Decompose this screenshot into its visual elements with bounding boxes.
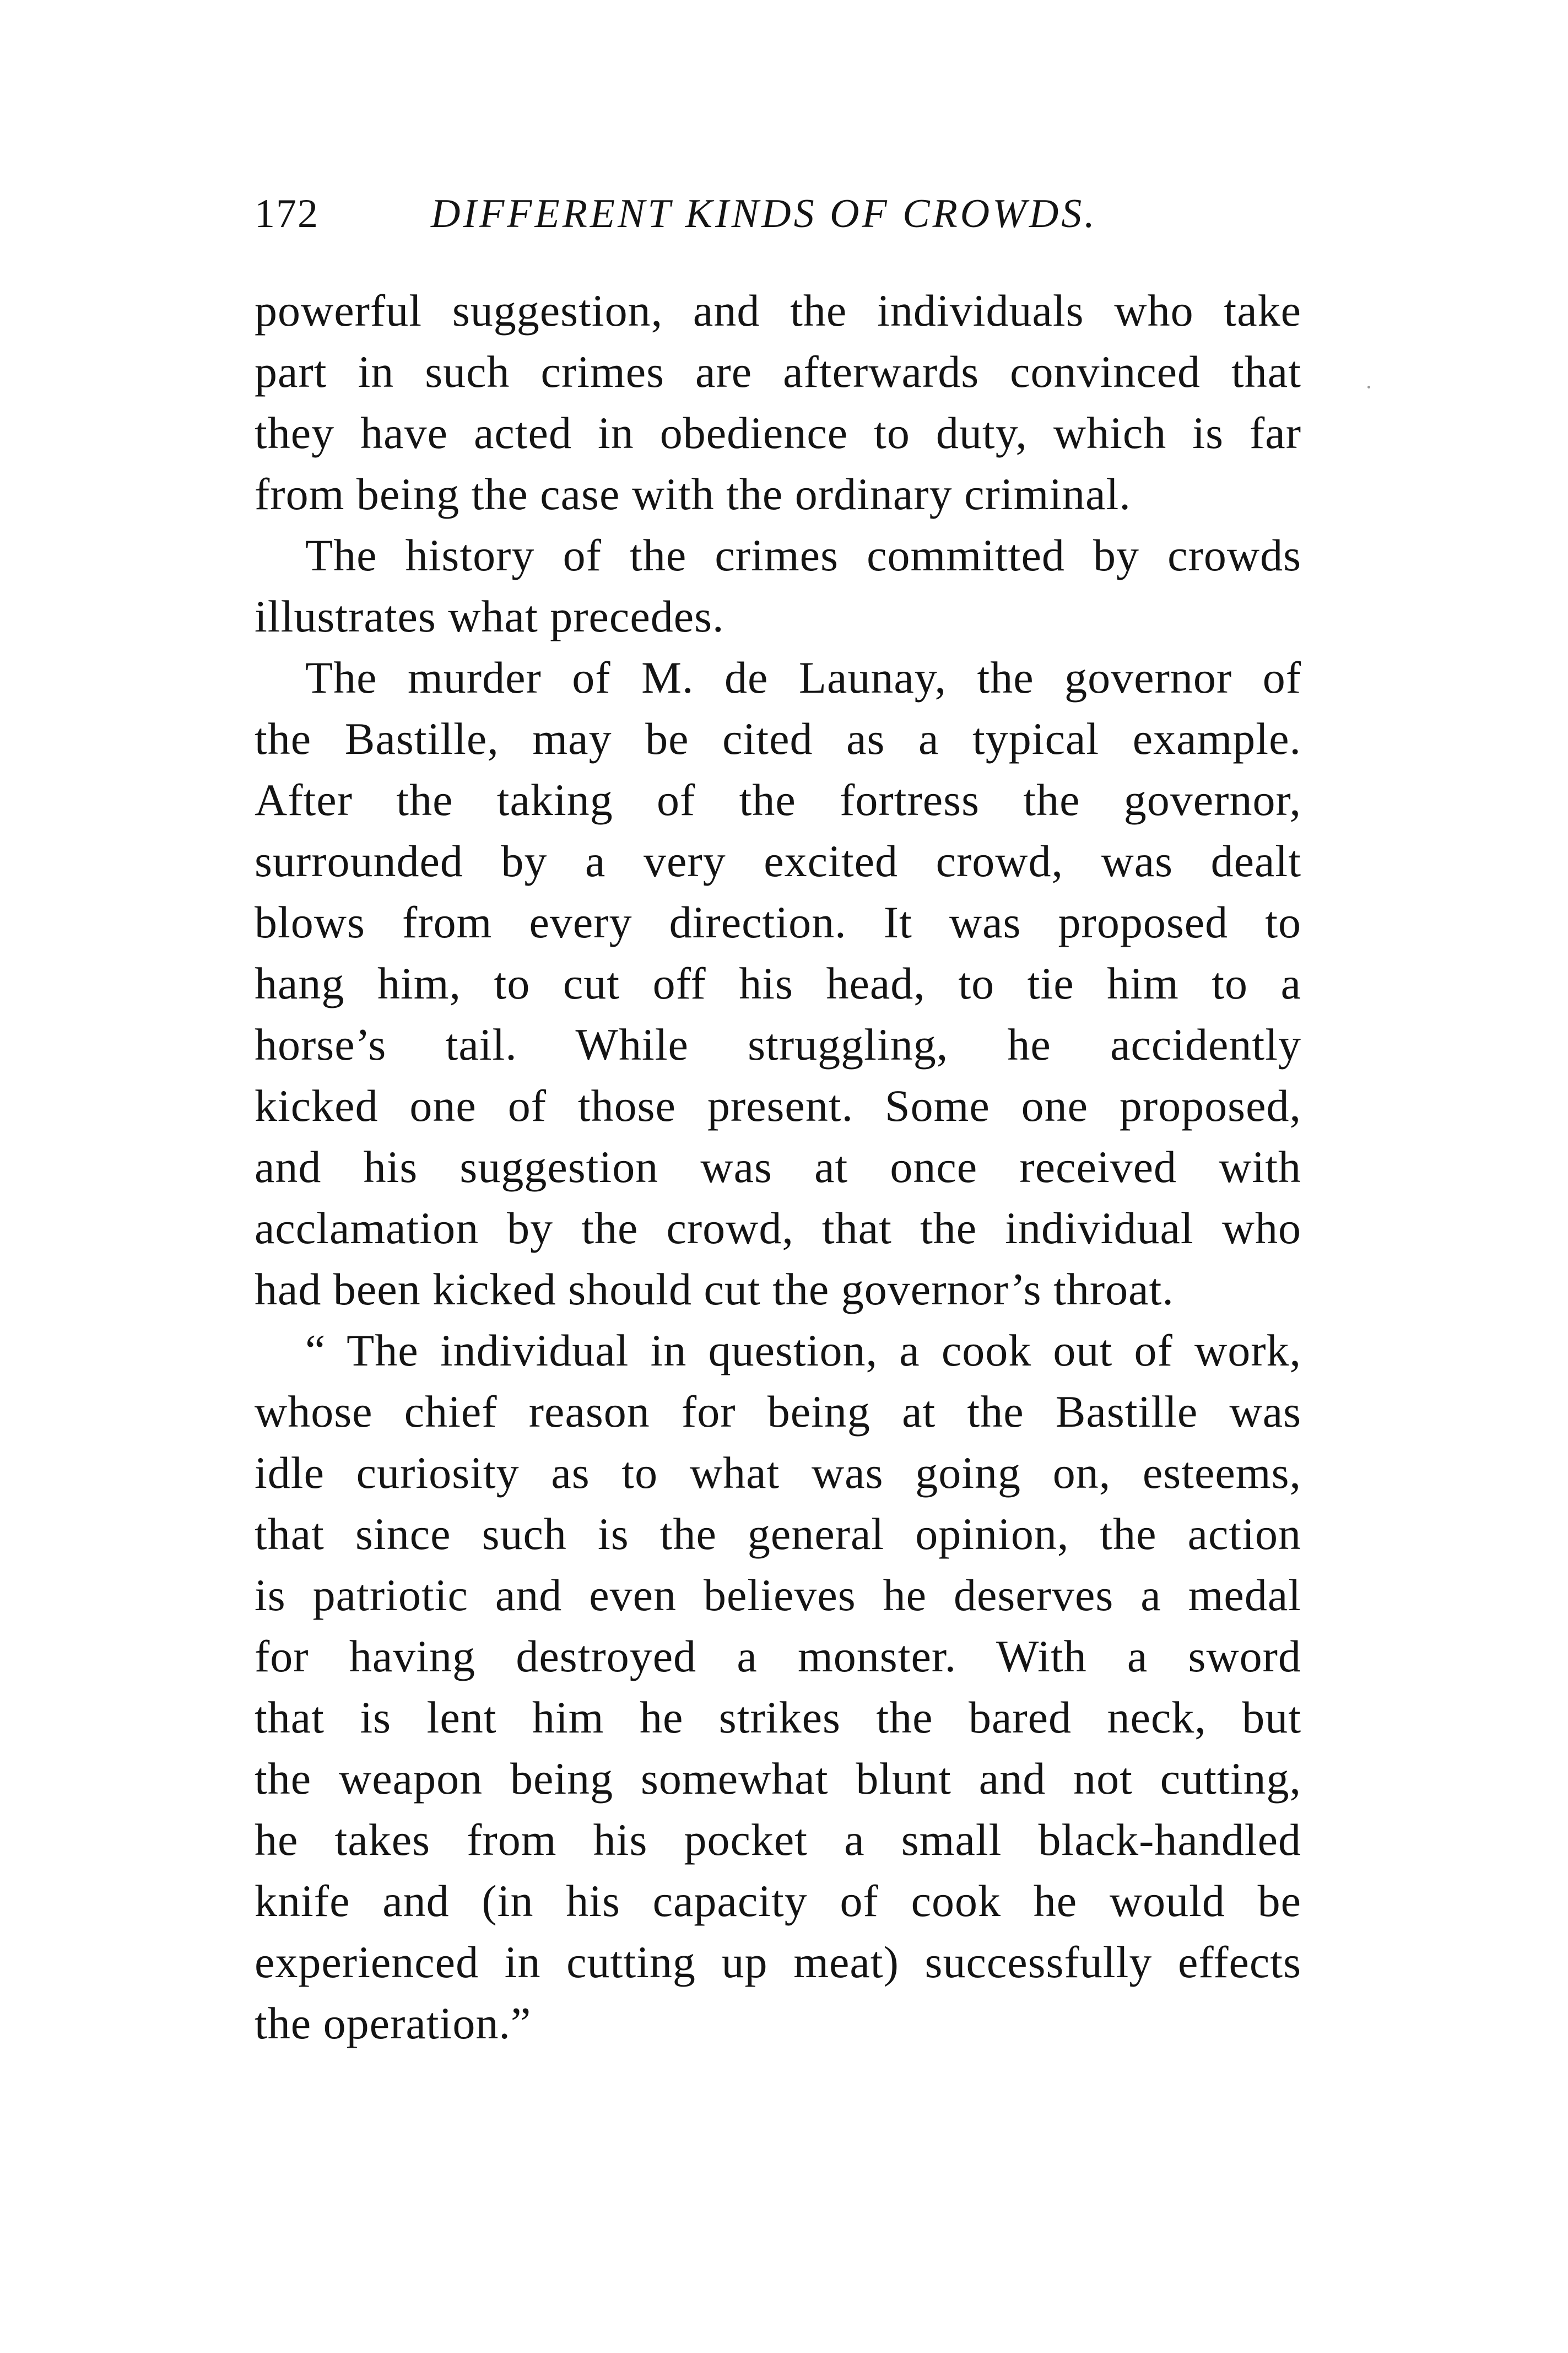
text-line: that since such is the general opinion, the action	[255, 1509, 1301, 1559]
text-line: acclamation by the crowd, that the individual who	[255, 1203, 1301, 1253]
text-line: whose chief reason for being at the Bastille was	[255, 1386, 1301, 1437]
running-head-title: DIFFERENT KINDS OF CROWDS.	[431, 191, 1097, 236]
page-number: 172	[255, 191, 319, 236]
text-line: the Bastille, may be cited as a typical example.	[255, 714, 1301, 764]
text-line: is patriotic and even believes he deserves a medal	[255, 1570, 1301, 1620]
text-line: that is lent him he strikes the bared neck, but	[255, 1692, 1301, 1742]
running-head	[255, 186, 1301, 241]
text-line: kicked one of those present. Some one proposed,	[255, 1081, 1301, 1131]
text-line: he takes from his pocket a small black-handled	[255, 1815, 1301, 1865]
text-line: the operation.”	[255, 1998, 532, 2048]
text-line: horse’s tail. While struggling, he accidently	[255, 1019, 1301, 1070]
text-line: and his suggestion was at once received with	[255, 1142, 1301, 1192]
body-text	[255, 280, 1301, 2054]
text-line: they have acted in obedience to duty, which is far	[255, 408, 1301, 458]
text-line: “ The individual in question, a cook out of work,	[305, 1325, 1301, 1375]
text-line: blows from every direction. It was proposed to	[255, 897, 1301, 947]
text-line: for having destroyed a monster. With a sword	[255, 1631, 1301, 1681]
text-line: knife and (in his capacity of cook he would be	[255, 1876, 1301, 1926]
text-line: surrounded by a very excited crowd, was dealt	[255, 836, 1301, 886]
text-line: from being the case with the ordinary criminal.	[255, 469, 1131, 519]
text-line: hang him, to cut off his head, to tie him to a	[255, 958, 1301, 1008]
paragraph	[255, 525, 1301, 647]
paragraph	[255, 280, 1301, 525]
text-line: the weapon being somewhat blunt and not cutting,	[255, 1753, 1301, 1804]
text-line: experienced in cutting up meat) successfully effects	[255, 1937, 1301, 1987]
text-line: part in such crimes are afterwards convinced that	[255, 347, 1301, 397]
text-line: The murder of M. de Launay, the governor of	[305, 652, 1301, 703]
paragraph	[255, 647, 1301, 1320]
text-line: powerful suggestion, and the individuals who take	[255, 285, 1301, 336]
text-line: The history of the crimes committed by crowds	[305, 530, 1301, 580]
text-line: illustrates what precedes.	[255, 591, 724, 641]
margin-speck	[1367, 386, 1370, 388]
paragraph	[255, 1320, 1301, 2054]
text-line: idle curiosity as to what was going on, esteems,	[255, 1448, 1301, 1498]
text-line: After the taking of the fortress the governor,	[255, 775, 1301, 825]
text-line: had been kicked should cut the governor’s throat.	[255, 1264, 1174, 1314]
